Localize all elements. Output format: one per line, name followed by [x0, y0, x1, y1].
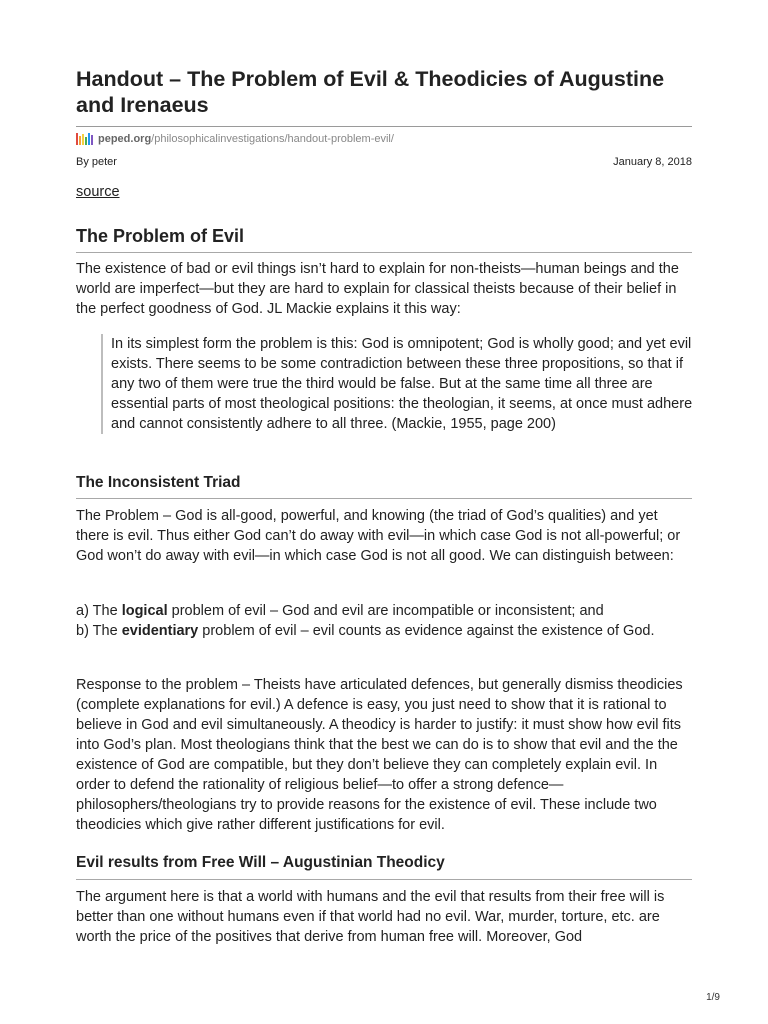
- source-url-line[interactable]: [76, 132, 394, 146]
- problem-types-list: [76, 601, 692, 641]
- response-paragraph: Response to the problem – Theists have articulated defences, but generally dismiss theodicies (complete explanations for evil.) A defence is easy, you just need to show that it is rational to believe in God and evil simultaneously. A theodicy is harder to justify: it must show how evil fits into God’s plan. Most theologians think that the best we can do is to show that evil and the the existence of God are compatible, but they don’t believe they can completely explain evil. In order to defend the rationality of religious belief—to offer a strong defence—philosophers/theologians try to provide reasons for the existence of evil. These include two theodicies which give rather different justifications for evil.: [76, 677, 683, 833]
- term-evidentiary: evidentiary: [121, 623, 199, 639]
- publish-date: January 8, 2018: [613, 156, 692, 168]
- term-logical: logical: [121, 603, 168, 619]
- augustine-paragraph: The argument here is that a world with humans and the evil that results from their free will is better than one without humans even if that world had no evil. War, murder, torture, etc. are worth the price of the positives that derive from human free will. Moreover, God: [76, 889, 665, 945]
- favicon-bar: [82, 134, 84, 145]
- document-title: Handout – The Problem of Evil & Theodicies of Augustine and Irenaeus: [76, 67, 665, 117]
- page-number: 1/9: [706, 992, 720, 1003]
- section-divider: [76, 252, 692, 253]
- site-favicon-icon: [76, 133, 94, 145]
- source-link[interactable]: source: [76, 184, 120, 200]
- list-item-evidentiary: b) The evidentiary problem of evil – evil counts as evidence against the existence of God.: [76, 623, 655, 639]
- mackie-blockquote: In its simplest form the problem is this: God is omnipotent; God is wholly good; and yet evil exists. There seems to be some contradiction between these three propositions, so that if any two of them were true the third would be false. But at the same time all three are essential parts of most theological positions: the theologian, it seems, at once must adhere and cannot consistently adhere to all three. (Mackie, 1955, page 200): [101, 334, 695, 434]
- section-divider: [76, 498, 692, 499]
- favicon-bar: [79, 136, 81, 145]
- title-divider: [76, 126, 692, 127]
- section-divider: [76, 879, 692, 880]
- byline: [76, 155, 692, 169]
- favicon-bar: [91, 135, 93, 145]
- author: By peter: [76, 156, 117, 168]
- heading-augustinian-theodicy: Evil results from Free Will – Augustinian Theodicy: [76, 854, 445, 871]
- favicon-bar: [76, 133, 78, 145]
- url-domain: peped.org: [98, 133, 152, 145]
- triad-paragraph: The Problem – God is all-good, powerful, and knowing (the triad of God’s qualities) and yet there is evil. Thus either God can’t do away with evil—in which case God is not all-powerful; or God won’t do away with evil—in which case God is not all good. We can distinguish between:: [76, 508, 681, 564]
- favicon-bar: [88, 133, 90, 145]
- favicon-bar: [85, 137, 87, 145]
- list-item-logical: a) The logical problem of evil – God and evil are incompatible or inconsistent; and: [76, 603, 604, 619]
- heading-problem-of-evil: The Problem of Evil: [76, 226, 245, 246]
- problem-intro-paragraph: The existence of bad or evil things isn’t hard to explain for non-theists—human beings and the world are imperfect—but they are hard to explain for classical theists because of their belief in the perfect goodness of God. JL Mackie explains it this way:: [76, 261, 679, 317]
- heading-inconsistent-triad: The Inconsistent Triad: [76, 474, 241, 491]
- url-path: /philosophicalinvestigations/handout-problem-evil/: [151, 133, 394, 145]
